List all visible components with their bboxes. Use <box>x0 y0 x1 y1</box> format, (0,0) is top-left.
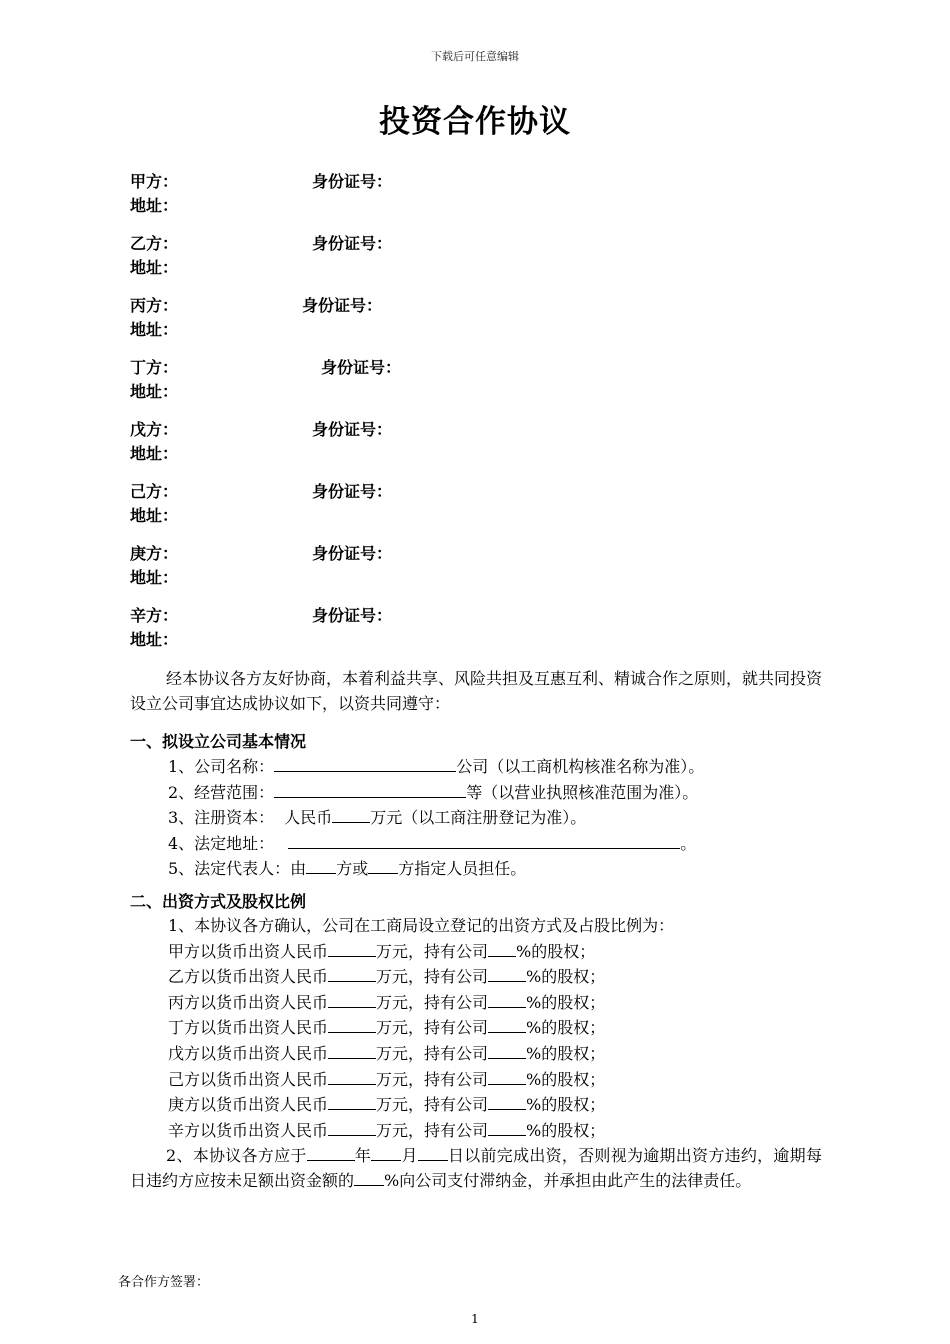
company-name-line <box>130 754 822 780</box>
contribution-party: 甲方以货币出资人民币 <box>168 941 329 961</box>
contribution-party: 戊方以货币出资人民币 <box>168 1043 329 1063</box>
percent-blank[interactable] <box>488 1041 526 1059</box>
company-name-blank[interactable] <box>274 754 456 772</box>
contribution-party: 辛方以货币出资人民币 <box>168 1120 329 1140</box>
amount-blank[interactable] <box>328 1015 376 1033</box>
currency-label: 人民币 <box>284 808 333 828</box>
contribution-row <box>130 1041 822 1067</box>
party-jia <box>130 170 393 218</box>
business-scope-note: 等（以营业执照核准范围为准）。 <box>466 782 699 802</box>
deadline-paragraph <box>130 1143 822 1193</box>
page-number: 1 <box>471 1312 479 1326</box>
company-name-label: 1、公司名称： <box>168 757 275 776</box>
signature-label: 各合作方签署： <box>118 1275 210 1290</box>
contribution-row <box>130 1092 822 1118</box>
legal-address-blank[interactable] <box>288 831 680 849</box>
business-scope-blank[interactable] <box>274 780 466 798</box>
legal-rep-line <box>130 856 822 882</box>
intro-section <box>130 666 822 716</box>
contribution-intro: 1、本协议各方确认，公司在工商局设立登记的出资方式及占股比例为： <box>168 916 675 935</box>
contribution-mid: 万元，持有公司 <box>376 1069 489 1089</box>
id-number-label: 身份证号： <box>312 172 393 191</box>
contribution-row <box>130 939 822 965</box>
year-label: 年 <box>354 1146 372 1166</box>
amount-blank[interactable] <box>328 964 376 982</box>
section-heading: 二、出资方式及股权比例 <box>130 892 307 911</box>
business-scope-label: 2、经营范围： <box>168 782 275 802</box>
address-label: 地址： <box>130 258 179 277</box>
legal-rep-or: 方或 <box>336 859 369 879</box>
contribution-mid: 万元，持有公司 <box>376 1018 489 1038</box>
registered-capital-blank[interactable] <box>332 805 370 823</box>
id-number-label: 身份证号： <box>321 358 402 377</box>
address-label: 地址： <box>130 444 179 463</box>
percent-blank[interactable] <box>488 1067 526 1085</box>
amount-blank[interactable] <box>328 990 376 1008</box>
party-xin <box>130 604 393 652</box>
address-label: 地址： <box>130 568 179 587</box>
id-number-label: 身份证号： <box>312 420 393 439</box>
id-number-label: 身份证号： <box>312 544 393 563</box>
amount-blank[interactable] <box>328 1067 376 1085</box>
party-name: 甲方： <box>130 172 179 191</box>
contribution-mid: 万元，持有公司 <box>376 941 489 961</box>
party-name: 戊方： <box>130 420 179 439</box>
penalty-text: %向公司支付滞纳金，并承担由此产生的法律责任。 <box>384 1171 752 1191</box>
day-blank[interactable] <box>418 1143 448 1161</box>
party-name: 丙方： <box>130 296 179 315</box>
amount-blank[interactable] <box>328 1092 376 1110</box>
contribution-tail: %的股权； <box>526 1018 606 1038</box>
intro-paragraph: 经本协议各方友好协商，本着利益共享、风险共担及互惠互利、精诚合作之原则，就共同投资设立公司事宜达成协议如下，以资共同遵守： <box>130 669 823 713</box>
contribution-tail: %的股权； <box>516 941 596 961</box>
percent-blank[interactable] <box>488 1092 526 1110</box>
amount-blank[interactable] <box>328 1118 376 1136</box>
address-label: 地址： <box>130 196 179 215</box>
header-note: 下载后可任意编辑 <box>431 50 519 63</box>
party-name: 丁方： <box>130 358 179 377</box>
address-label: 地址： <box>130 506 179 525</box>
contribution-party: 乙方以货币出资人民币 <box>168 967 329 987</box>
month-blank[interactable] <box>371 1143 401 1161</box>
contribution-row <box>130 1015 822 1041</box>
party-name: 己方： <box>130 482 179 501</box>
legal-rep-label: 5、法定代表人：由 <box>168 859 307 879</box>
party-geng <box>130 542 393 590</box>
contribution-mid: 万元，持有公司 <box>376 1043 489 1063</box>
contribution-tail: %的股权； <box>526 1043 606 1063</box>
year-blank[interactable] <box>307 1143 355 1161</box>
penalty-rate-blank[interactable] <box>354 1168 384 1186</box>
contribution-row <box>130 1118 822 1144</box>
deadline-label: 2、本协议各方应于 <box>166 1146 307 1166</box>
address-label: 地址： <box>130 320 179 339</box>
party-name: 庚方： <box>130 544 179 563</box>
id-number-label: 身份证号： <box>302 296 383 315</box>
registered-capital-line <box>130 805 822 831</box>
id-number-label: 身份证号： <box>312 606 393 625</box>
registered-capital-label: 3、注册资本： <box>168 808 275 828</box>
party-name: 辛方： <box>130 606 179 625</box>
section-heading: 一、拟设立公司基本情况 <box>130 732 307 751</box>
party-ding <box>130 356 402 404</box>
month-label: 月 <box>401 1146 418 1166</box>
party-yi <box>130 232 393 280</box>
contribution-tail: %的股权； <box>526 1120 606 1140</box>
percent-blank[interactable] <box>488 1118 526 1136</box>
percent-blank[interactable] <box>488 939 516 957</box>
percent-blank[interactable] <box>488 1015 526 1033</box>
address-label: 地址： <box>130 382 179 401</box>
contribution-tail: %的股权； <box>526 967 606 987</box>
contribution-row <box>130 1067 822 1093</box>
percent-blank[interactable] <box>488 990 526 1008</box>
id-number-label: 身份证号： <box>312 234 393 253</box>
amount-blank[interactable] <box>328 939 376 957</box>
document-title: 投资合作协议 <box>379 104 571 140</box>
contribution-tail: %的股权； <box>526 992 606 1012</box>
contribution-party: 丙方以货币出资人民币 <box>168 992 329 1012</box>
party-name: 乙方： <box>130 234 179 253</box>
company-name-note: 公司（以工商机构核准名称为准）。 <box>456 757 705 776</box>
amount-blank[interactable] <box>328 1041 376 1059</box>
party-wu <box>130 418 393 466</box>
party-bing <box>130 294 383 342</box>
legal-rep-party-blank-1[interactable] <box>306 856 336 874</box>
legal-address-label: 4、法定地址： <box>168 833 275 853</box>
contribution-mid: 万元，持有公司 <box>376 992 489 1012</box>
contribution-party: 丁方以货币出资人民币 <box>168 1018 329 1038</box>
legal-address-end: 。 <box>680 833 697 853</box>
legal-rep-party-blank-2[interactable] <box>368 856 398 874</box>
party-ji <box>130 480 393 528</box>
contribution-row <box>130 990 822 1016</box>
legal-rep-note: 方指定人员担任。 <box>398 859 527 879</box>
contribution-mid: 万元，持有公司 <box>376 967 489 987</box>
contribution-mid: 万元，持有公司 <box>376 1095 489 1115</box>
id-number-label: 身份证号： <box>312 482 393 501</box>
section-company-info <box>130 730 822 882</box>
address-label: 地址： <box>130 630 179 649</box>
contribution-mid: 万元，持有公司 <box>376 1120 489 1140</box>
percent-blank[interactable] <box>488 964 526 982</box>
business-scope-line <box>130 780 822 806</box>
contribution-party: 己方以货币出资人民币 <box>168 1069 329 1089</box>
contribution-tail: %的股权； <box>526 1095 606 1115</box>
contribution-tail: %的股权； <box>526 1069 606 1089</box>
legal-address-line <box>130 831 822 857</box>
deadline-text: 日以前完成出资，否则视为逾期出资方违约，逾期每日违约方应按未足额出资金额的 <box>130 1146 822 1191</box>
contribution-row <box>130 964 822 990</box>
section-contribution <box>130 890 822 1193</box>
registered-capital-note: 万元（以工商注册登记为准）。 <box>370 808 587 828</box>
contribution-party: 庚方以货币出资人民币 <box>168 1095 329 1115</box>
